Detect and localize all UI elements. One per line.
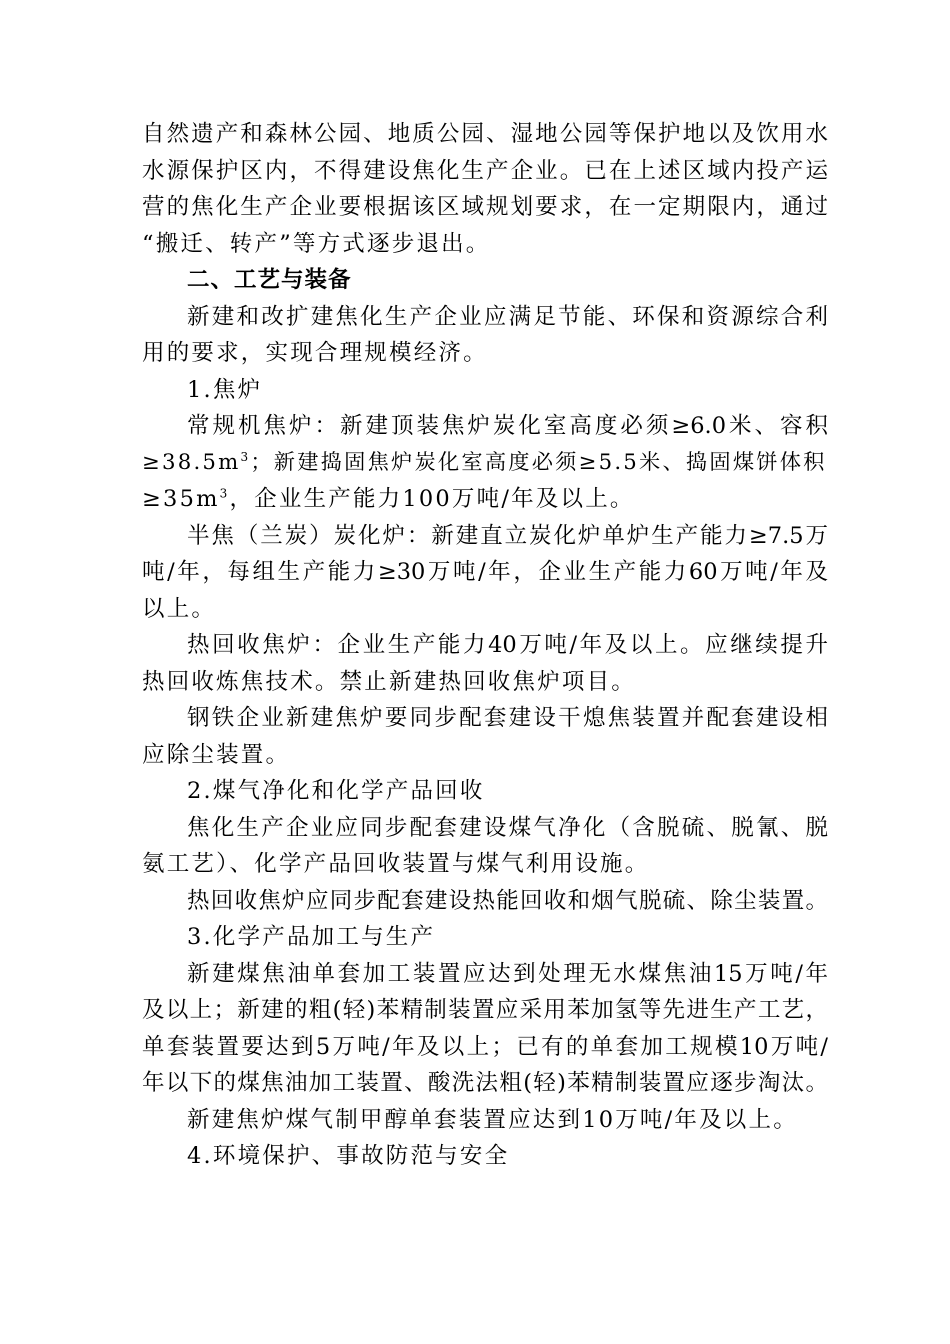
text-line: 热回收炼焦技术。禁止新建热回收焦炉项目。 xyxy=(142,668,637,695)
text-fragment: ；新建捣固焦炉炭化室高度必须≥5.5米、捣固煤饼体积 xyxy=(250,449,827,475)
text-line: 热回收焦炉：企业生产能力40万吨/年及以上。应继续提升 xyxy=(187,632,828,658)
text-line: 水源保护区内，不得建设焦化生产企业。已在上述区域内投产运 xyxy=(142,157,828,184)
text-line: 常规机焦炉：新建顶装焦炉炭化室高度必须≥6.0米、容积 xyxy=(187,413,828,439)
text-line: 新建和改扩建焦化生产企业应满足节能、环保和资源综合利 xyxy=(187,303,828,330)
text-line: 吨/年，每组生产能力≥30万吨/年，企业生产能力60万吨/年及 xyxy=(142,559,828,585)
text-line: 新建焦炉煤气制甲醇单套装置应达到10万吨/年及以上。 xyxy=(187,1106,798,1133)
text-line: 自然遗产和森林公园、地质公园、湿地公园等保护地以及饮用水 xyxy=(142,121,828,147)
text-line: 热回收焦炉应同步配套建设热能回收和烟气脱硫、除尘装置。 xyxy=(187,887,828,914)
subsection-heading: 3.化学产品加工与生产 xyxy=(187,924,436,950)
text-line xyxy=(142,445,828,482)
text-line: 以上。 xyxy=(142,595,217,622)
volume-value: ≥38.5m xyxy=(142,449,241,475)
text-fragment: ，企业生产能力100万吨/年及以上。 xyxy=(229,486,635,512)
text-line: 及以上；新建的粗(轻)苯精制装置应采用苯加氢等先进生产工艺， xyxy=(142,997,828,1023)
superscript: 3 xyxy=(219,486,230,501)
text-line: 氨工艺）、化学产品回收装置与煤气利用设施。 xyxy=(142,851,650,877)
text-line: 应除尘装置。 xyxy=(142,741,291,768)
superscript: 3 xyxy=(240,449,251,464)
text-line: 营的焦化生产企业要根据该区域规划要求，在一定期限内，通过 xyxy=(142,194,828,220)
text-line: “搬迁、转产”等方式逐步退出。 xyxy=(142,230,491,257)
section-heading: 二、工艺与装备 xyxy=(187,267,352,293)
text-line: 单套装置要达到5万吨/年及以上；已有的单套加工规模10万吨/ xyxy=(142,1033,828,1060)
text-line: 新建煤焦油单套加工装置应达到处理无水煤焦油15万吨/年 xyxy=(187,960,828,987)
text-line: 年以下的煤焦油加工装置、酸洗法粗(轻)苯精制装置应逐步淘汰。 xyxy=(142,1070,828,1096)
text-line: 焦化生产企业应同步配套建设煤气净化（含脱硫、脱氰、脱 xyxy=(187,814,828,841)
text-line xyxy=(142,481,828,518)
document-page xyxy=(142,116,828,1175)
subsection-heading: 2.煤气净化和化学产品回收 xyxy=(187,778,485,804)
volume-value: ≥35m xyxy=(142,486,220,512)
text-line: 半焦（兰炭）炭化炉：新建直立炭化炉单炉生产能力≥7.5万 xyxy=(187,522,828,549)
subsection-heading: 4.环境保护、事故防范与安全 xyxy=(187,1143,510,1169)
text-line: 钢铁企业新建焦炉要同步配套建设干熄焦装置并配套建设相 xyxy=(187,705,828,731)
text-line: 用的要求，实现合理规模经济。 xyxy=(142,340,488,366)
subsection-heading: 1.焦炉 xyxy=(187,376,263,403)
